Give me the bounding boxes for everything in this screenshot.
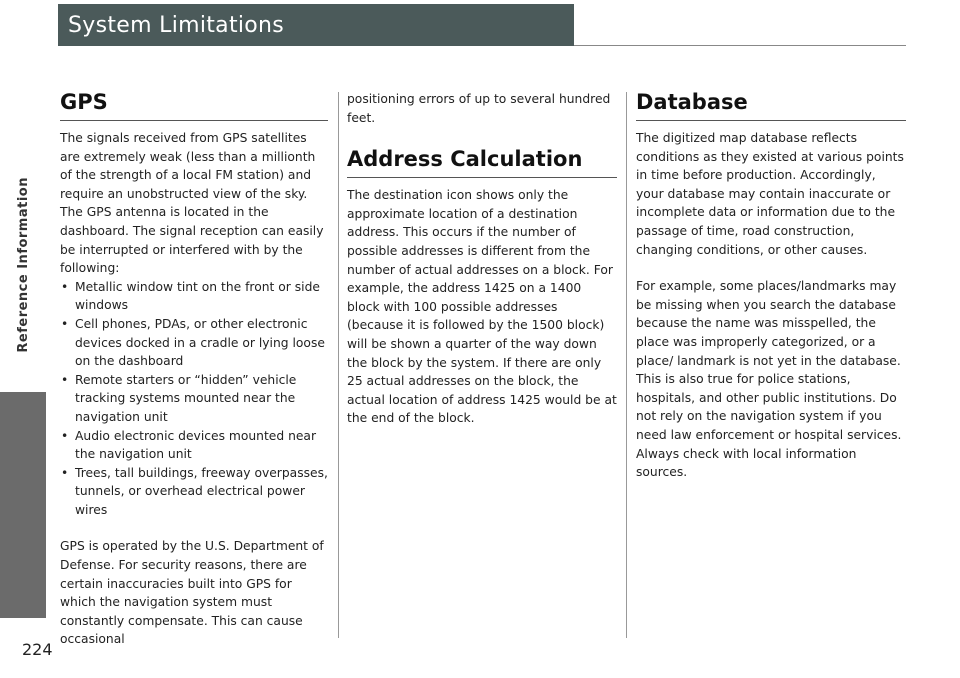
- list-item: • Audio electronic devices mounted near the navigation unit: [60, 427, 328, 464]
- spacer: [636, 259, 906, 277]
- database-heading: Database: [636, 90, 906, 121]
- gps-continuation: positioning errors of up to several hundred feet.: [347, 92, 611, 125]
- column-divider: [338, 92, 339, 638]
- address-heading: Address Calculation: [347, 147, 617, 178]
- side-tab-block: [0, 392, 46, 618]
- list-item: • Remote starters or “hidden” vehicle tracking systems mounted near the navigation unit: [60, 371, 328, 427]
- address-body: The destination icon shows only the approximate location of a destination address. This occurs if the number of possible addresses is different from the number of actual addresses on a block. For example, the address 1425 on a 1400 block with 100 possible addresses (because it is followed by the 1500 block) will be shown a quarter of the way down the block by the system. If there are only 25 actual addresses on the block, the actual location of address 1425 would be at the end of the block.: [347, 188, 617, 426]
- gps-heading: GPS: [60, 90, 328, 121]
- spacer: [347, 127, 617, 147]
- page-number: 224: [22, 640, 53, 659]
- database-para-1: The digitized map database reflects conditions as they existed at various points in time before production. Accordingly, your database may contain inaccurate or incomplete data or information due to the passage of time, road construction, changing conditions, or other causes.: [636, 131, 904, 257]
- side-tab-text: Reference Information: [15, 177, 31, 353]
- page-title: System Limitations: [68, 12, 285, 38]
- column-database: [636, 90, 906, 482]
- column-address: [347, 90, 617, 428]
- list-item: • Cell phones, PDAs, or other electronic devices docked in a cradle or lying loose on the dashboard: [60, 315, 328, 371]
- list-item: • Metallic window tint on the front or side windows: [60, 278, 328, 315]
- gps-intro: The signals received from GPS satellites are extremely weak (less than a millionth of the strength of a local FM station) and require an unobstructed view of the sky. The GPS antenna is located in the dashboard. The signal reception can easily be interrupted or interfered with by the following:: [60, 131, 324, 276]
- gps-interference-list: [60, 278, 328, 520]
- column-gps: [60, 90, 328, 649]
- column-divider: [626, 92, 627, 638]
- gps-closing: GPS is operated by the U.S. Department of Defense. For security reasons, there are certain inaccuracies built into GPS for which the navigation system must constantly compensate. This can cause occasional: [60, 539, 324, 647]
- header-rule: [574, 45, 906, 46]
- section-header: [58, 4, 574, 46]
- list-item: • Trees, tall buildings, freeway overpasses, tunnels, or overhead electrical power wires: [60, 464, 328, 520]
- side-tab-label: [6, 145, 40, 385]
- database-para-2: For example, some places/landmarks may be missing when you search the database because the name was misspelled, the place was improperly categorized, or a place/ landmark is not yet in the database. This is also true for police stations, hospitals, and other public institutions. Do not rely on the navigation system if you need law enforcement or hospital services. Always check with local information sources.: [636, 279, 902, 480]
- spacer: [60, 519, 328, 537]
